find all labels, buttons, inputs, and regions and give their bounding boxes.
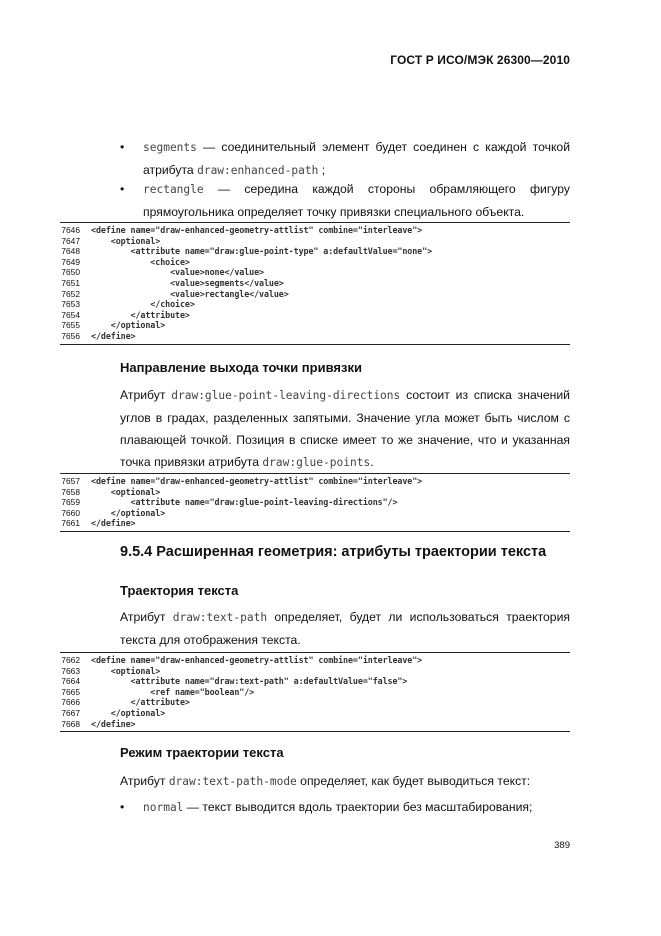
line-number: 7662 — [61, 655, 80, 665]
section-heading: Траектория текста — [120, 583, 239, 598]
code-line — [60, 267, 570, 278]
line-number: 7666 — [61, 697, 80, 708]
code-text: </optional> — [91, 707, 166, 718]
code-line — [60, 476, 570, 487]
code-line — [60, 278, 570, 289]
line-number: 7660 — [61, 507, 80, 518]
code-line — [60, 508, 570, 519]
bullet-rectangle — [120, 178, 570, 224]
code-line — [60, 289, 570, 300]
line-number: 7653 — [61, 299, 80, 310]
code-block-leaving-directions — [60, 473, 570, 532]
code-term: draw:text-path — [172, 611, 268, 624]
code-text: <optional> — [91, 235, 161, 246]
code-term: normal — [143, 801, 184, 814]
code-term: draw:glue-point-leaving-directions — [171, 389, 401, 402]
code-line — [60, 719, 570, 730]
code-text: <optional> — [91, 665, 161, 676]
paragraph-leaving-directions — [120, 384, 570, 474]
line-number: 7648 — [61, 246, 80, 257]
code-text: <ref name="boolean"/> — [91, 686, 255, 697]
para-text: Атрибут — [120, 774, 169, 788]
paragraph-text-path-mode — [120, 770, 570, 793]
code-text: <attribute name="draw:glue-point-leaving-directions"/> — [91, 497, 398, 508]
code-line — [60, 299, 570, 310]
bullet-marker: • — [120, 140, 125, 154]
line-number: 7654 — [61, 309, 80, 320]
line-number: 7656 — [61, 330, 80, 341]
section-heading-9-5-4: 9.5.4 Расширенная геометрия: атрибуты траектории текста — [120, 544, 547, 560]
code-text: <choice> — [91, 256, 190, 267]
code-block-text-path — [60, 652, 570, 732]
code-line — [60, 655, 570, 666]
line-number: 7650 — [61, 267, 80, 278]
line-number: 7657 — [61, 476, 80, 486]
code-line — [60, 666, 570, 677]
code-text: </optional> — [91, 507, 166, 518]
bullet-marker: • — [120, 800, 125, 814]
paragraph-text-path — [120, 606, 570, 651]
line-number: 7646 — [61, 225, 80, 235]
para-text: состоит из списка значений углов в градах, разделенных запятыми. Значение угла может быть числом с плавающей точкой. Позиция в списке имеет то же значение, что и указанная точка привязки атрибута — [120, 388, 570, 469]
para-text: Атрибут — [120, 388, 172, 402]
code-line — [60, 676, 570, 687]
para-text: . — [370, 455, 374, 469]
line-number: 7649 — [61, 256, 80, 267]
para-text: определяет, как будет выводиться текст: — [296, 774, 531, 788]
code-term: draw:text-path-mode — [168, 775, 297, 788]
bullet-text: — соединительный элемент будет соединен с каждой точкой атрибута — [143, 140, 570, 177]
line-number: 7655 — [61, 320, 80, 331]
code-line — [60, 225, 570, 236]
code-text: <define name="draw-enhanced-geometry-attlist" combine="interleave"> — [91, 476, 423, 486]
code-line — [60, 487, 570, 498]
document-header: ГОСТ Р ИСО/МЭК 26300—2010 — [390, 53, 570, 67]
code-term: draw:enhanced-path — [197, 164, 319, 177]
line-number: 7652 — [61, 288, 80, 299]
code-term: rectangle — [143, 183, 204, 196]
line-number: 7667 — [61, 707, 80, 718]
code-text: </optional> — [91, 320, 166, 331]
line-number: 7668 — [61, 718, 80, 729]
page-number: 389 — [554, 840, 570, 851]
code-line — [60, 497, 570, 508]
bullet-text: — текст выводится вдоль траектории без масштабирования; — [183, 800, 533, 814]
code-term: draw:glue-points — [262, 456, 371, 469]
bullet-segments — [120, 136, 570, 182]
line-number: 7651 — [61, 277, 80, 288]
code-line — [60, 708, 570, 719]
line-number: 7661 — [61, 518, 80, 529]
section-heading: Режим траектории текста — [120, 745, 284, 760]
code-text: </attribute> — [91, 697, 190, 708]
code-line — [60, 246, 570, 257]
code-text: <attribute name="draw:glue-point-type" a:defaultValue="none"> — [91, 246, 433, 257]
code-line — [60, 320, 570, 331]
code-text: </define> — [91, 718, 136, 729]
line-number: 7665 — [61, 686, 80, 697]
code-line — [60, 697, 570, 708]
bullet-text: — середина каждой стороны обрамляющего фигуру прямоугольника определяет точку привязки специального объекта. — [143, 182, 570, 219]
line-number: 7647 — [61, 235, 80, 246]
code-text: <value>none</value> — [91, 267, 264, 278]
code-text: </attribute> — [91, 309, 190, 320]
code-line — [60, 310, 570, 321]
code-text: <value>segments</value> — [91, 277, 284, 288]
para-text: определяет, будет ли использоваться траектория текста для отображения текста. — [120, 610, 570, 647]
code-block-glue-point-type — [60, 222, 570, 345]
code-text: </define> — [91, 330, 136, 341]
line-number: 7658 — [61, 486, 80, 497]
line-number: 7664 — [61, 676, 80, 687]
code-text: </define> — [91, 518, 136, 529]
bullet-normal — [120, 796, 570, 819]
code-text: <define name="draw-enhanced-geometry-attlist" combine="interleave"> — [91, 655, 423, 665]
code-line — [60, 236, 570, 247]
code-text: <attribute name="draw:text-path" a:defaultValue="false"> — [91, 676, 408, 687]
code-line — [60, 687, 570, 698]
para-text: Атрибут — [120, 610, 173, 624]
code-term: segments — [143, 141, 197, 154]
line-number: 7659 — [61, 497, 80, 508]
code-text: <define name="draw-enhanced-geometry-attlist" combine="interleave"> — [91, 225, 423, 235]
code-line — [60, 257, 570, 268]
code-text: <optional> — [91, 486, 161, 497]
bullet-marker: • — [120, 182, 125, 196]
line-number: 7663 — [61, 665, 80, 676]
code-text: <value>rectangle</value> — [91, 288, 289, 299]
code-line — [60, 518, 570, 529]
code-line — [60, 331, 570, 342]
code-text: </choice> — [91, 299, 195, 310]
bullet-text-tail: ; — [318, 163, 326, 177]
section-heading: Направление выхода точки привязки — [120, 360, 362, 375]
